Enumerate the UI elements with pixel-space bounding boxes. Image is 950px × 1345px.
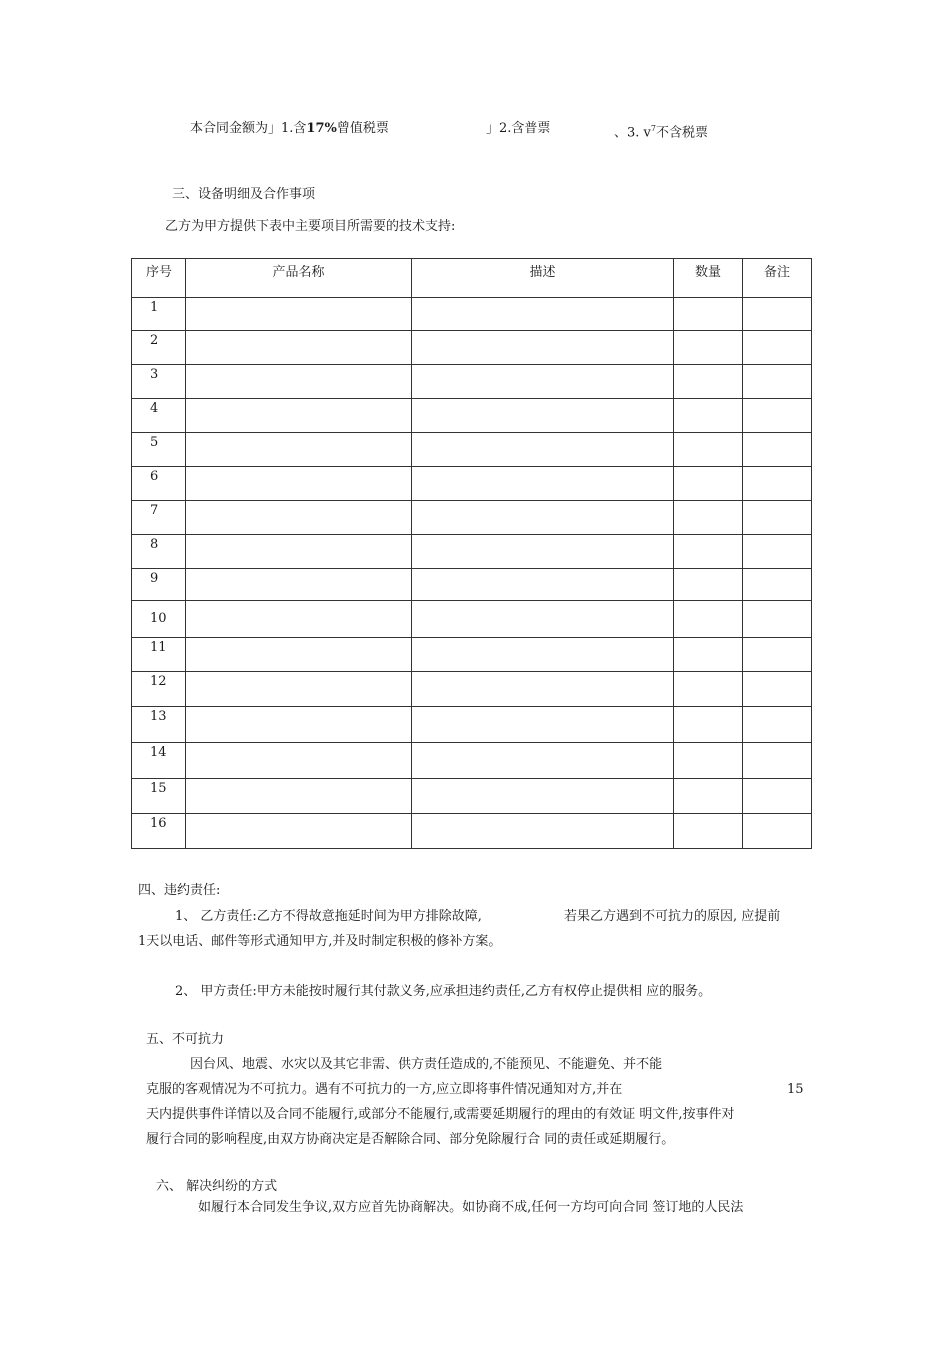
row-description-cell xyxy=(412,433,674,467)
amount-prefix: 本合同金额为」1.含 xyxy=(190,121,307,136)
section3-title: 三、设备明细及合作事项 xyxy=(172,187,316,202)
table-row xyxy=(132,743,812,779)
row-remarks-cell xyxy=(743,779,812,814)
row-product-name-cell xyxy=(186,399,412,433)
row-description-cell xyxy=(412,707,674,743)
section5-title: 五、不可抗力 xyxy=(146,1032,225,1047)
header-product-name: 产品名称 xyxy=(186,259,412,298)
row-quantity-cell xyxy=(674,743,743,779)
row-description-cell xyxy=(412,814,674,849)
row-remarks-cell xyxy=(743,638,812,672)
row-remarks-cell xyxy=(743,601,812,638)
row-serial-cell: 7 xyxy=(132,501,186,535)
table-row xyxy=(132,501,812,535)
row-remarks-cell xyxy=(743,331,812,365)
row-serial-cell: 9 xyxy=(132,569,186,601)
row-product-name-cell xyxy=(186,433,412,467)
row-quantity-cell xyxy=(674,365,743,399)
row-product-name-cell xyxy=(186,569,412,601)
header-serial: 序号 xyxy=(132,259,186,298)
row-serial-cell: 11 xyxy=(132,638,186,672)
row-description-cell xyxy=(412,535,674,569)
row-serial-cell: 12 xyxy=(132,672,186,707)
header-remarks: 备注 xyxy=(743,259,812,298)
option3-superscript: 7 xyxy=(650,124,656,133)
row-remarks-cell xyxy=(743,672,812,707)
option3-marker: 、3. v xyxy=(614,125,651,141)
row-product-name-cell xyxy=(186,298,412,331)
row-serial-cell: 4 xyxy=(132,399,186,433)
table-row xyxy=(132,638,812,672)
table-row xyxy=(132,467,812,501)
row-quantity-cell xyxy=(674,601,743,638)
amount-option-3 xyxy=(614,120,708,142)
row-quantity-cell xyxy=(674,535,743,569)
row-quantity-cell xyxy=(674,433,743,467)
row-product-name-cell xyxy=(186,501,412,535)
row-serial-cell: 8 xyxy=(132,535,186,569)
row-description-cell xyxy=(412,467,674,501)
row-description-cell xyxy=(412,672,674,707)
row-product-name-cell xyxy=(186,601,412,638)
table-row xyxy=(132,569,812,601)
section3-intro: 乙方为甲方提供下表中主要项目所需要的技术支持: xyxy=(165,219,456,234)
table-row xyxy=(132,365,812,399)
amount-line xyxy=(190,120,389,138)
row-serial-cell: 14 xyxy=(132,743,186,779)
row-serial-cell: 15 xyxy=(132,779,186,814)
row-remarks-cell xyxy=(743,467,812,501)
section4-item1-part2: 若果乙方遇到不可抗力的原因, 应提前 xyxy=(564,909,781,924)
row-remarks-cell xyxy=(743,814,812,849)
vat-label: 曾值税票 xyxy=(336,121,389,136)
table-row xyxy=(132,779,812,814)
section5-line3: 天内提供事件详情以及合同不能履行,或部分不能履行,或需要延期履行的理由的有效证 明文件,按事件对 xyxy=(146,1107,735,1122)
row-description-cell xyxy=(412,501,674,535)
row-description-cell xyxy=(412,298,674,331)
row-product-name-cell xyxy=(186,743,412,779)
section5-line4: 履行合同的影响程度,由双方协商决定是否解除合同、部分免除履行合 同的责任或延期履行。 xyxy=(146,1132,675,1147)
row-remarks-cell xyxy=(743,707,812,743)
option2-marker: 」2. xyxy=(486,121,512,136)
row-remarks-cell xyxy=(743,569,812,601)
vat-percentage: 17% xyxy=(306,121,337,136)
table-row xyxy=(132,331,812,365)
section4-title: 四、违约责任: xyxy=(138,883,221,898)
row-serial-cell: 16 xyxy=(132,814,186,849)
section6-title: 六、 解决纠纷的方式 xyxy=(156,1179,278,1194)
row-quantity-cell xyxy=(674,467,743,501)
section5-line1: 因台风、地震、水灾以及其它非需、供方责任造成的,不能预见、不能避免、并不能 xyxy=(190,1057,663,1072)
section6-line1: 如履行本合同发生争议,双方应首先协商解决。如协商不成,任何一方均可向合同 签订地的人民法 xyxy=(198,1200,744,1215)
row-description-cell xyxy=(412,638,674,672)
table-row xyxy=(132,298,812,331)
row-remarks-cell xyxy=(743,298,812,331)
row-product-name-cell xyxy=(186,672,412,707)
row-quantity-cell xyxy=(674,779,743,814)
row-serial-cell: 3 xyxy=(132,365,186,399)
row-serial-cell: 13 xyxy=(132,707,186,743)
table-body xyxy=(132,298,812,849)
row-quantity-cell xyxy=(674,707,743,743)
row-remarks-cell xyxy=(743,399,812,433)
table-row xyxy=(132,707,812,743)
row-serial-cell: 6 xyxy=(132,467,186,501)
table-row xyxy=(132,433,812,467)
option2-label: 含普票 xyxy=(511,121,551,136)
row-product-name-cell xyxy=(186,707,412,743)
row-serial-cell: 1 xyxy=(132,298,186,331)
table-row xyxy=(132,601,812,638)
header-description: 描述 xyxy=(412,259,674,298)
row-description-cell xyxy=(412,569,674,601)
row-product-name-cell xyxy=(186,331,412,365)
row-description-cell xyxy=(412,743,674,779)
section4-item2: 2、 甲方责任:甲方未能按时履行其付款义务,应承担违约责任,乙方有权停止提供相 应的服务。 xyxy=(175,984,712,999)
row-description-cell xyxy=(412,331,674,365)
header-quantity: 数量 xyxy=(674,259,743,298)
row-product-name-cell xyxy=(186,779,412,814)
section5-days: 15 xyxy=(787,1082,804,1097)
amount-option-2 xyxy=(486,120,550,138)
row-remarks-cell xyxy=(743,433,812,467)
row-description-cell xyxy=(412,399,674,433)
row-serial-cell: 10 xyxy=(132,601,186,638)
equipment-table xyxy=(131,258,812,849)
table-row xyxy=(132,672,812,707)
row-remarks-cell xyxy=(743,743,812,779)
row-quantity-cell xyxy=(674,672,743,707)
row-remarks-cell xyxy=(743,535,812,569)
section4-item1-part3: 1天以电话、邮件等形式通知甲方,并及时制定积极的修补方案。 xyxy=(138,934,502,949)
row-serial-cell: 2 xyxy=(132,331,186,365)
row-quantity-cell xyxy=(674,569,743,601)
row-quantity-cell xyxy=(674,501,743,535)
row-description-cell xyxy=(412,601,674,638)
row-serial-cell: 5 xyxy=(132,433,186,467)
row-quantity-cell xyxy=(674,331,743,365)
option3-label: 不含税票 xyxy=(655,125,708,141)
row-product-name-cell xyxy=(186,638,412,672)
row-product-name-cell xyxy=(186,365,412,399)
row-quantity-cell xyxy=(674,814,743,849)
row-description-cell xyxy=(412,779,674,814)
table-header-row xyxy=(132,259,812,298)
row-quantity-cell xyxy=(674,638,743,672)
row-quantity-cell xyxy=(674,399,743,433)
row-product-name-cell xyxy=(186,814,412,849)
row-remarks-cell xyxy=(743,365,812,399)
row-product-name-cell xyxy=(186,535,412,569)
table-row xyxy=(132,814,812,849)
row-quantity-cell xyxy=(674,298,743,331)
row-product-name-cell xyxy=(186,467,412,501)
row-description-cell xyxy=(412,365,674,399)
row-remarks-cell xyxy=(743,501,812,535)
table-row xyxy=(132,535,812,569)
section4-item1-part1: 1、 乙方责任:乙方不得故意拖延时间为甲方排除故障, xyxy=(175,909,482,924)
table-row xyxy=(132,399,812,433)
section5-line2: 克服的客观情况为不可抗力。遇有不可抗力的一方,应立即将事件情况通知对方,并在 xyxy=(146,1082,623,1097)
